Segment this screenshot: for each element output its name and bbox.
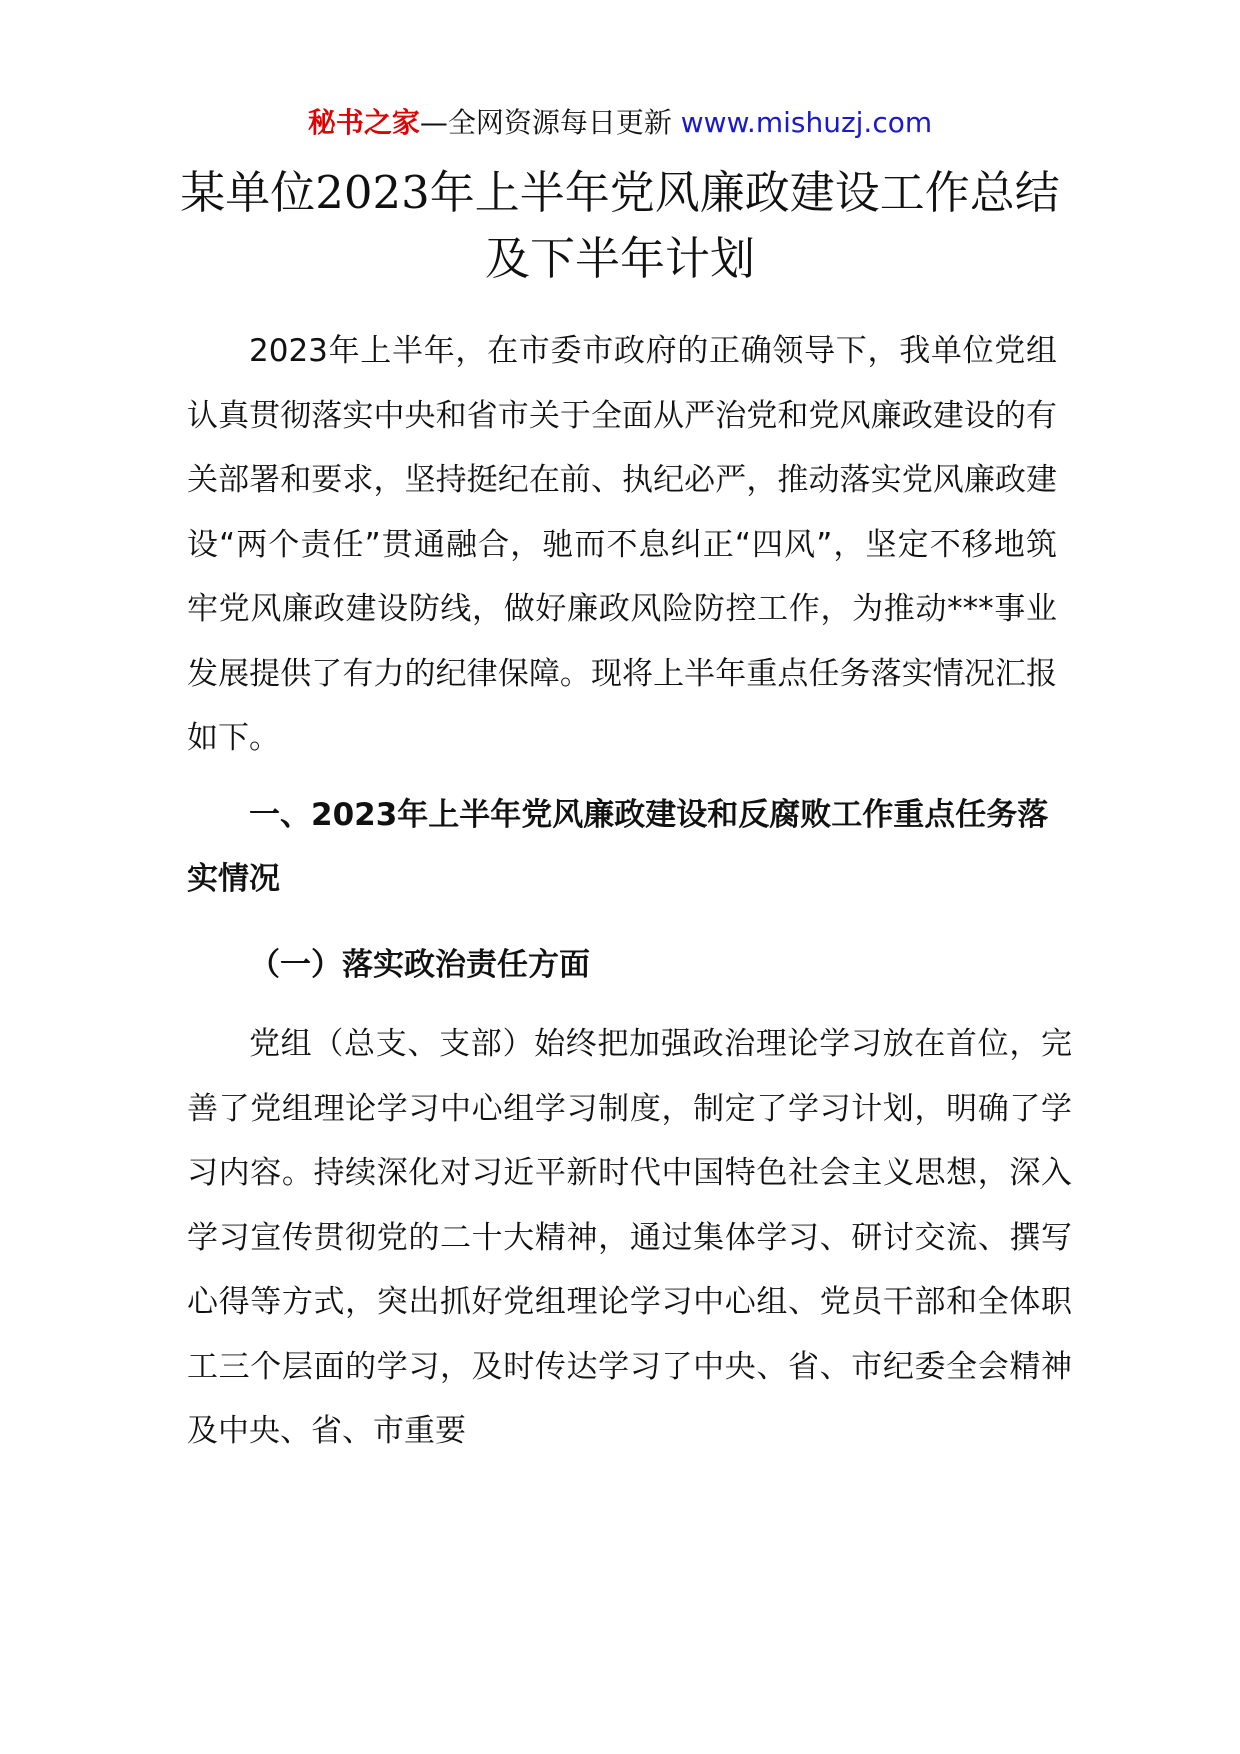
document-title: 某单位2023年上半年党风廉政建设工作总结及下半年计划 [180, 166, 1060, 285]
section-heading: 一、2023年上半年党风廉政建设和反腐败工作重点任务落实情况 [187, 797, 1049, 897]
subsection-heading: （一）落实政治责任方面 [249, 947, 590, 983]
subsection-paragraph: 党组（总支、支部）始终把加强政治理论学习放在首位，完善了党组理论学习中心组学习制度，制定了学习计划，明确了学习内容。持续深化对习近平新时代中国特色社会主义思想，深入学习宣传贯彻党的二十大精神，通过集体学习、研讨交流、撰写心得等方式，突出抓好党组理论学习中心组、党员干部和全体职工三个层面的学习，及时传达学习了中央、省、市纪委全会精神及中央、省、市重要 [187, 1026, 1072, 1449]
site-banner [0, 103, 1240, 143]
intro-paragraph: 2023年上半年，在市委市政府的正确领导下，我单位党组认真贯彻落实中央和省市关于全面从严治党和党风廉政建设的有关部署和要求，坚持挺纪在前、执纪必严，推动落实党风廉政建设“两个责任”贯通融合，驰而不息纠正“四风”，坚定不移地筑牢党风廉政建设防线，做好廉政风险防控工作，为推动***事业发展提供了有力的纪律保障。现将上半年重点任务落实情况汇报如下。 [187, 333, 1057, 756]
banner-slogan: —全网资源每日更新 [419, 106, 681, 139]
site-url-link[interactable]: www.mishuzj.com [680, 106, 933, 139]
brand-name: 秘书之家 [307, 106, 420, 139]
